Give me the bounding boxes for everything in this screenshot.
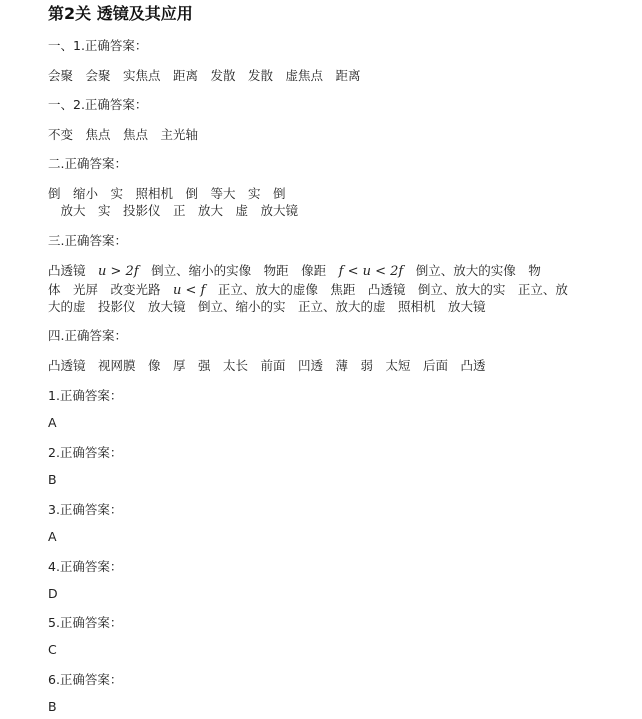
question-answer: B (48, 699, 57, 714)
question-heading: 6.正确答案： (48, 672, 123, 687)
question-heading: 5.正确答案： (48, 615, 123, 630)
answer-line: 会聚 会聚 实焦点 距离 发散 发散 虚焦点 距离 (48, 68, 361, 83)
answer-text: 正立、放大的虚像 焦距 凸透镜 倒立、放大的实 正立、放 (205, 282, 568, 297)
answer-text: 凸透镜 (48, 263, 99, 278)
answer-line: 放大 实 投影仪 正 放大 虚 放大镜 (48, 203, 299, 218)
section-heading: 一、1.正确答案： (48, 38, 148, 53)
answer-line: 不变 焦点 焦点 主光轴 (48, 127, 199, 142)
page-title: 第2关 透镜及其应用 (48, 4, 193, 23)
question-answer: A (48, 529, 57, 544)
answer-text: 倒立、缩小的实像 物距 像距 (138, 263, 339, 278)
answer-line: 大的虚 投影仪 放大镜 倒立、缩小的实 正立、放大的虚 照相机 放大镜 (48, 299, 486, 314)
question-answer: A (48, 415, 57, 430)
answer-line: 倒 缩小 实 照相机 倒 等大 实 倒 (48, 186, 286, 201)
question-heading: 4.正确答案： (48, 559, 123, 574)
answer-text: 体 光屏 改变光路 (48, 282, 174, 297)
question-heading: 1.正确答案： (48, 388, 123, 403)
answer-line (48, 263, 541, 280)
section-heading: 三.正确答案： (48, 233, 127, 248)
answer-text: 倒立、放大的实像 物 (403, 263, 541, 278)
section-heading: 四.正确答案： (48, 328, 127, 343)
math-expression: u < f (173, 283, 206, 298)
question-answer: D (48, 586, 58, 601)
question-answer: C (48, 642, 57, 657)
section-heading: 一、2.正确答案： (48, 97, 148, 112)
math-expression: u > 2f (98, 264, 139, 279)
answer-line (48, 282, 568, 299)
math-expression: f < u < 2f (338, 264, 404, 279)
answer-line: 凸透镜 视网膜 像 厚 强 太长 前面 凹透 薄 弱 太短 后面 凸透 (48, 358, 486, 373)
question-heading: 3.正确答案： (48, 502, 123, 517)
question-answer: B (48, 472, 57, 487)
question-heading: 2.正确答案： (48, 445, 123, 460)
section-heading: 二.正确答案： (48, 156, 127, 171)
